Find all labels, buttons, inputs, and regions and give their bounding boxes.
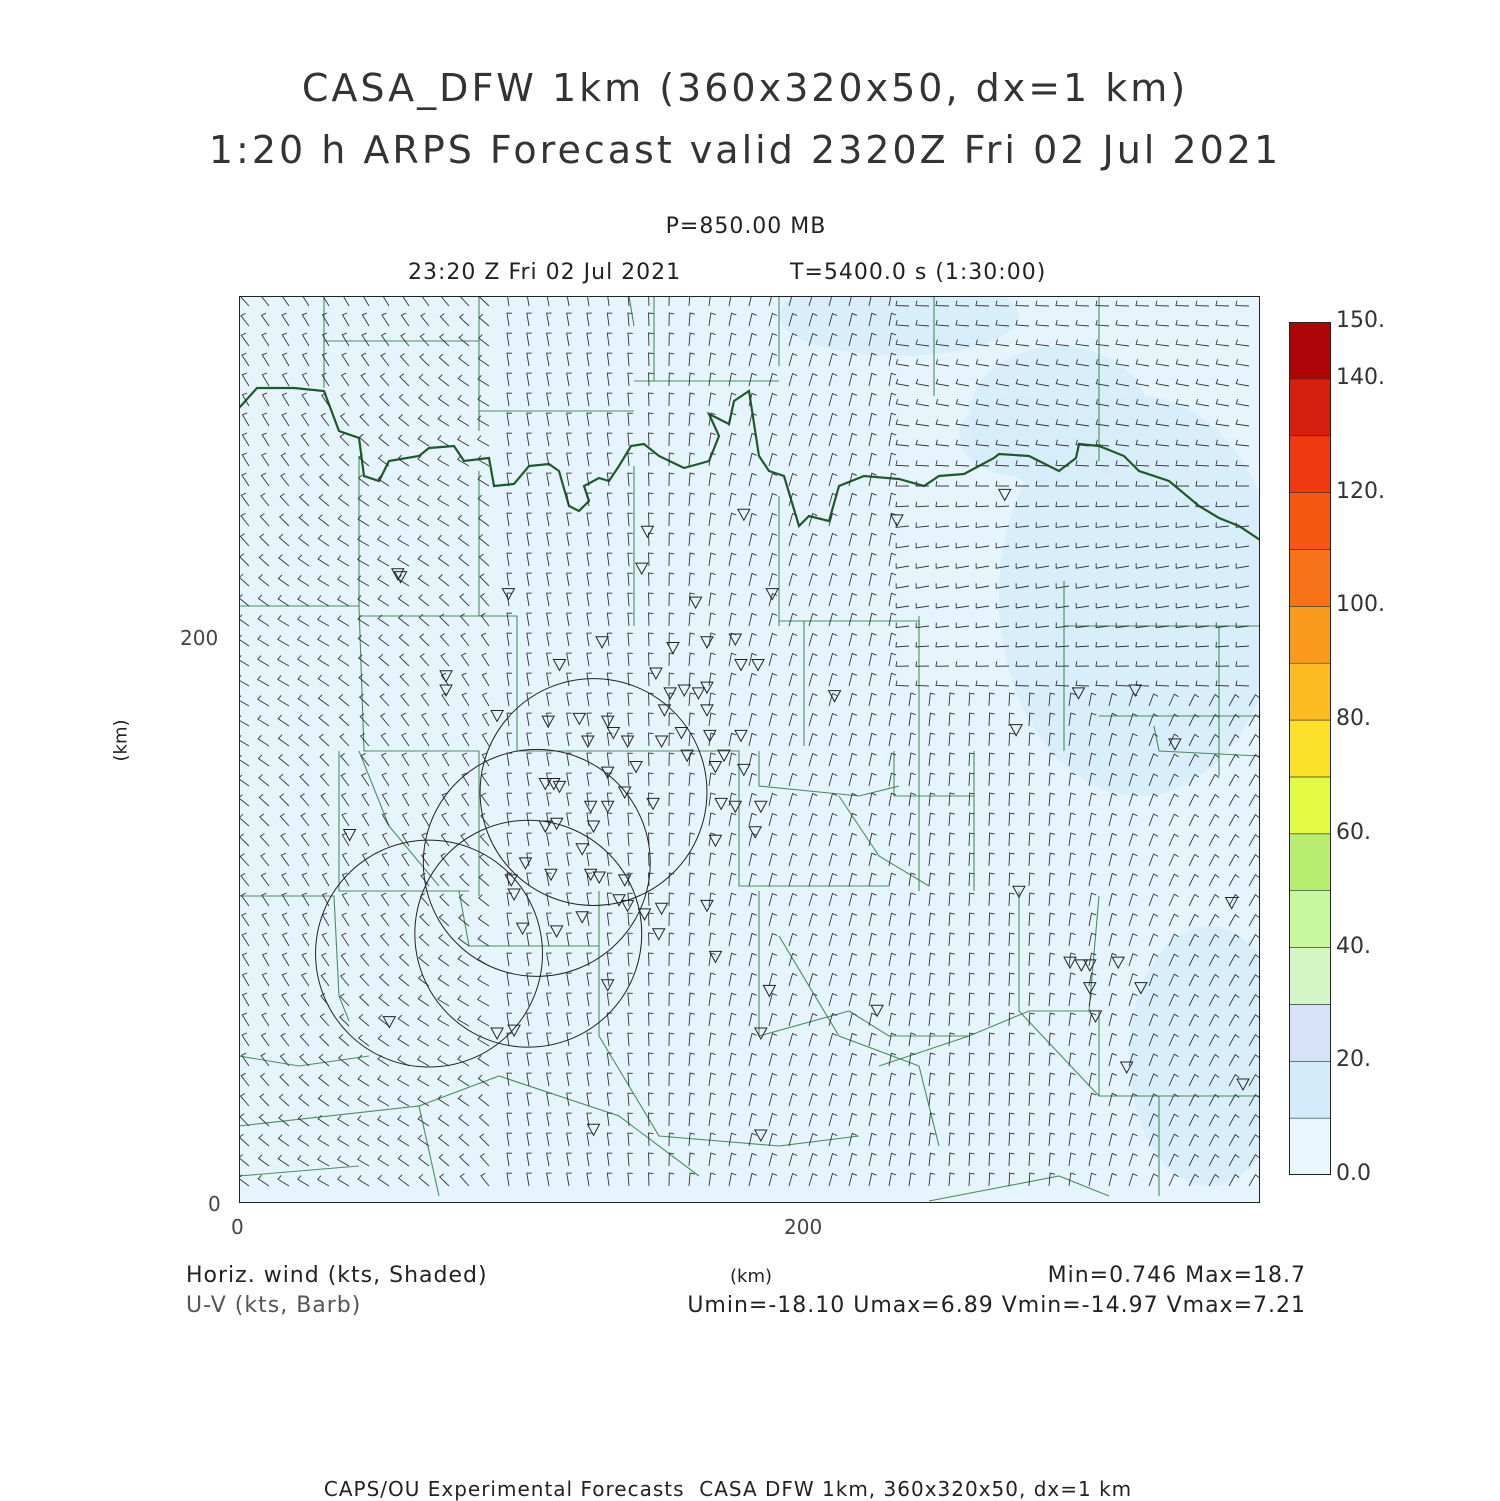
colorbar-label: 100. — [1336, 592, 1385, 618]
footer-credit: CAPS/OU Experimental Forecasts CASA DFW 1km, 360x320x50, dx=1 km — [323, 1477, 1133, 1501]
time-step-label: T=5400.0 s (1:30:00) — [790, 260, 1047, 285]
y-tick-label-0: 0 — [208, 1192, 221, 1216]
colorbar-label: 150. — [1336, 308, 1385, 333]
min-max-stats: Min=0.746 Max=18.7 — [1047, 1263, 1306, 1288]
colorbar-bin — [1289, 549, 1331, 606]
colorbar-label: 140. — [1336, 364, 1385, 390]
colorbar-label: 20. — [1336, 1047, 1371, 1073]
uv-stats: Umin=-18.10 Umax=6.89 Vmin=-14.97 Vmax=7.21 — [687, 1293, 1306, 1318]
shaded-field-legend: Horiz. wind (kts, Shaded) — [186, 1263, 488, 1288]
y-axis-label: (km) — [110, 719, 132, 762]
colorbar-bin — [1289, 322, 1331, 379]
colorbar-label: 80. — [1336, 706, 1371, 732]
colorbar-bin — [1289, 663, 1331, 720]
colorbar-label: 60. — [1336, 819, 1371, 845]
wind-field-map — [239, 296, 1260, 1203]
colorbar-bin — [1289, 777, 1331, 834]
shading-patch — [959, 396, 1079, 476]
valid-time-label: 23:20 Z Fri 02 Jul 2021 — [408, 260, 682, 285]
figure-title-line1: CASA_DFW 1km (360x320x50, dx=1 km) — [301, 66, 1189, 110]
colorbar-bin — [1289, 493, 1331, 550]
colorbar-bin — [1289, 1061, 1331, 1118]
colorbar-bin — [1289, 720, 1331, 777]
colorbar-label: 40. — [1336, 933, 1371, 959]
x-axis-label: (km) — [730, 1266, 773, 1287]
figure-title-line2: 1:20 h ARPS Forecast valid 2320Z Fri 02 Jul 2021 — [208, 128, 1282, 172]
colorbar-bin — [1289, 1004, 1331, 1061]
x-tick-label-200: 200 — [784, 1215, 823, 1239]
colorbar-bin — [1289, 834, 1331, 891]
y-tick-label-200: 200 — [180, 626, 219, 650]
colorbar-bin — [1289, 948, 1331, 1005]
barb-field-legend: U-V (kts, Barb) — [186, 1293, 362, 1318]
pressure-level-label: P=850.00 MB — [665, 214, 827, 239]
colorbar-bin — [1289, 891, 1331, 948]
colorbar-label: 120. — [1336, 478, 1385, 504]
colorbar-bin — [1289, 379, 1331, 436]
colorbar-bin — [1289, 436, 1331, 493]
colorbar — [1289, 322, 1331, 1175]
x-tick-label-0: 0 — [231, 1215, 244, 1239]
colorbar-label: 0.0 — [1336, 1161, 1371, 1186]
colorbar-bin — [1289, 606, 1331, 663]
colorbar-bin — [1289, 1118, 1331, 1175]
